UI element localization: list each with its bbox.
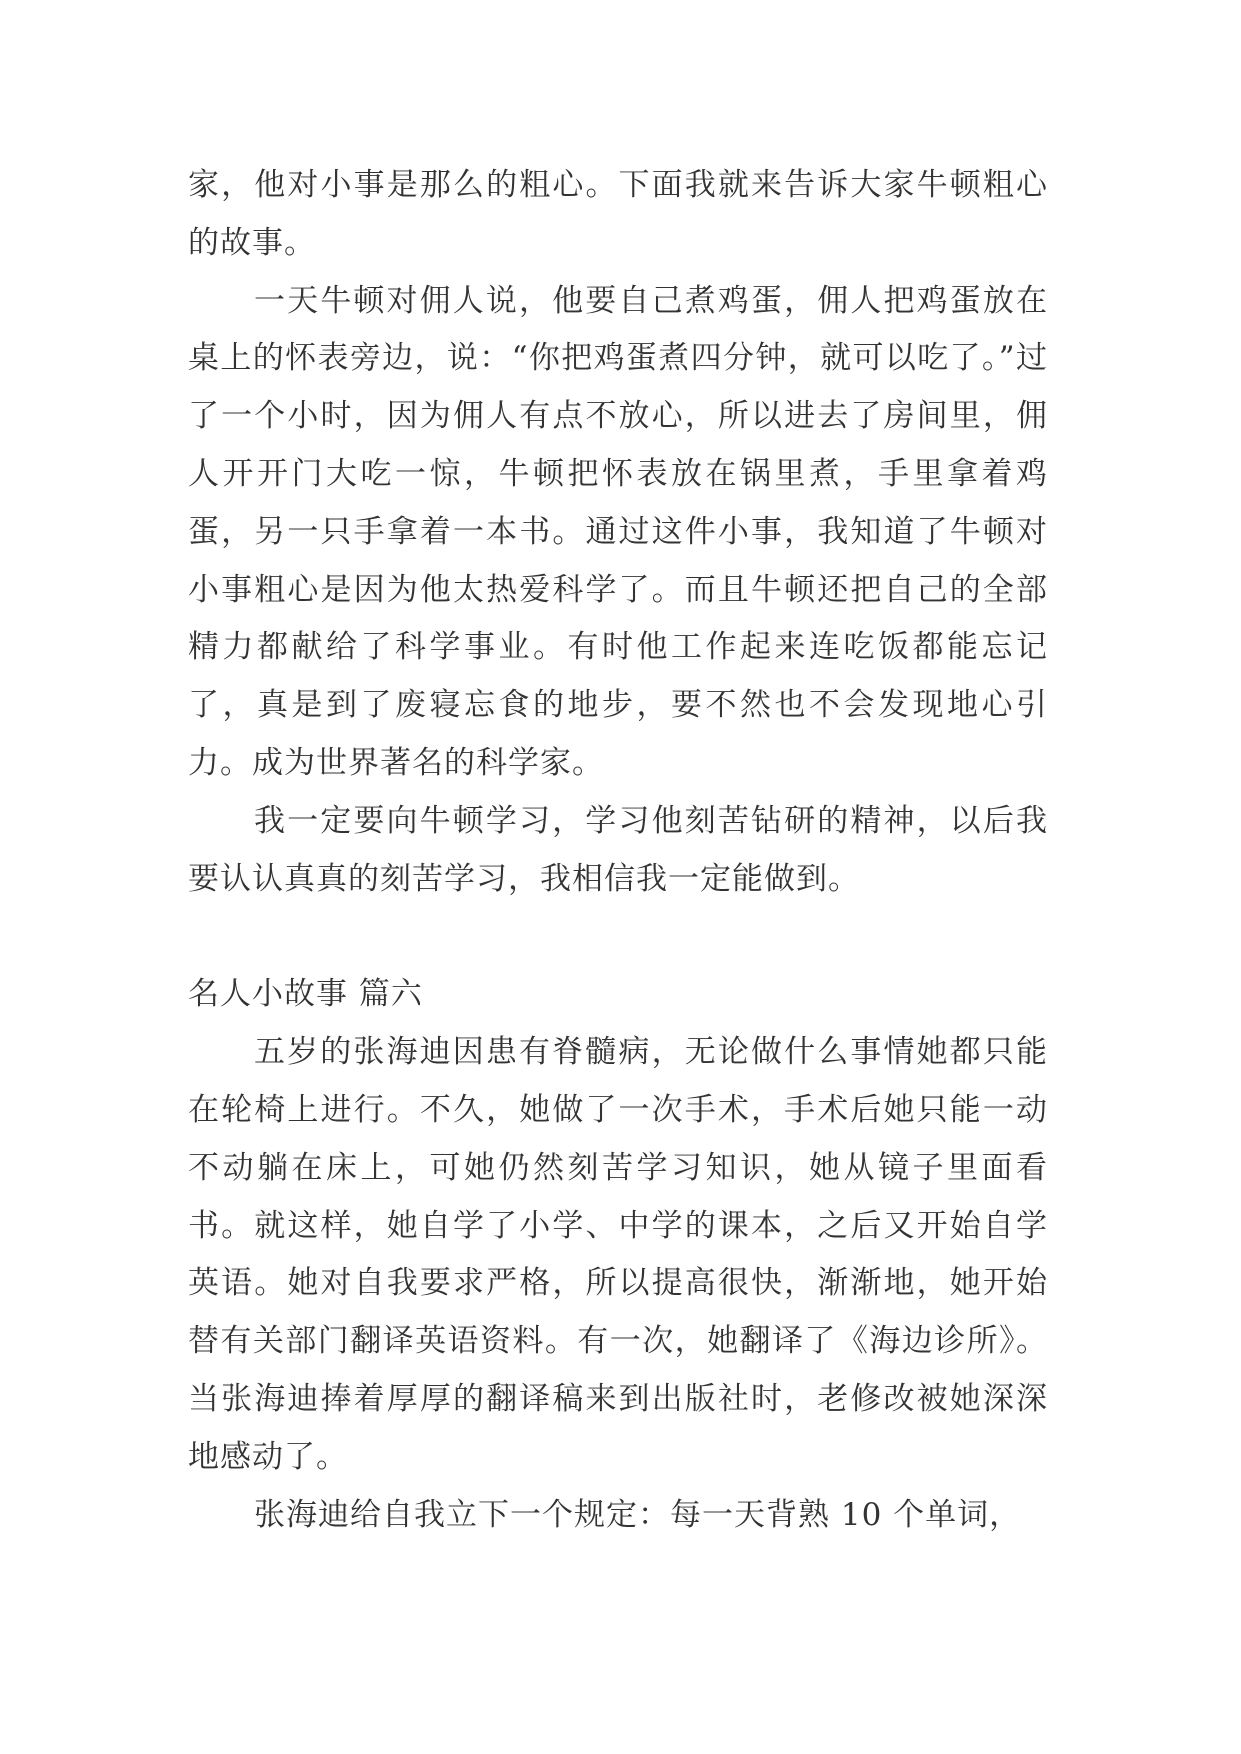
paragraph-zhang-haidi-story: 五岁的张海迪因患有脊髓病，无论做什么事情她都只能在轮椅上进行。不久，她做了一次手术，手术后她只能一动不动躺在床上，可她仍然刻苦学习知识，她从镜子里面看书。就这样，她自学了小学、中学的课本，之后又开始自学英语。她对自我要求严格，所以提高很快，渐渐地，她开始替有关部门翻译英语资料。有一次，她翻译了《海边诊所》。当张海迪捧着厚厚的翻译稿来到出版社时，老修改被她深深地感动了。 [188, 1034, 1048, 1475]
paragraph-continuation: 家，他对小事是那么的粗心。下面我就来告诉大家牛顿粗心的故事。 [188, 167, 1048, 261]
paragraph-zhang-haidi-rule: 张海迪给自我立下一个规定：每一天背熟 10 个单词， [254, 1496, 1022, 1533]
paragraph-newton-conclusion: 我一定要向牛顿学习，学习他刻苦钻研的精神，以后我要认认真真的刻苦学习，我相信我一定能做到。 [188, 802, 1048, 897]
section-heading: 名人小故事 篇六 [188, 976, 423, 1013]
document-body [188, 157, 1048, 1544]
paragraph-newton-egg-story: 一天牛顿对佣人说，他要自己煮鸡蛋，佣人把鸡蛋放在桌上的怀表旁边，说：“你把鸡蛋煮四分钟，就可以吃了。”过了一个小时，因为佣人有点不放心，所以进去了房间里，佣人开开门大吃一惊，牛顿把怀表放在锅里煮，手里拿着鸡蛋，另一只手拿着一本书。通过这件小事，我知道了牛顿对小事粗心是因为他太热爱科学了。而且牛顿还把自己的全部精力都献给了科学事业。有时他工作起来连吃饭都能忘记了，真是到了废寝忘食的地步，要不然也不会发现地心引力。成为世界著名的科学家。 [188, 282, 1048, 781]
